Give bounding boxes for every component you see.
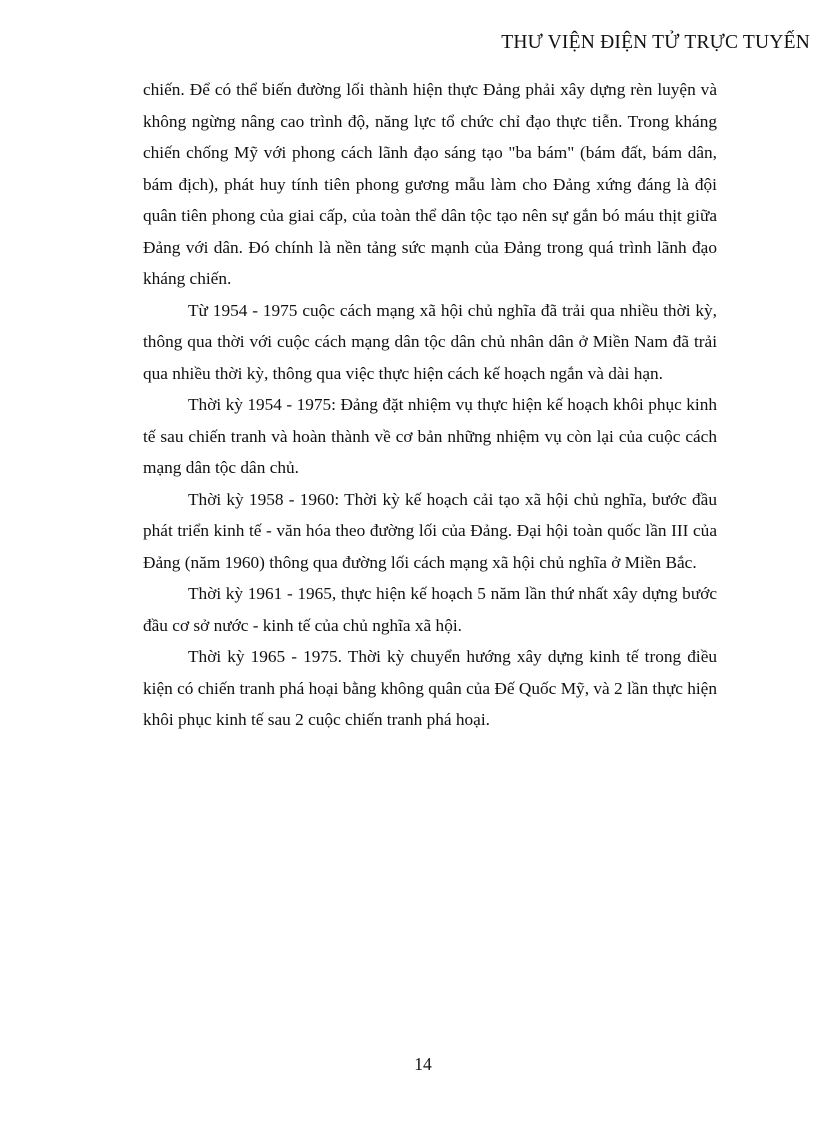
paragraph-period-1961-1965: Thời kỳ 1961 - 1965, thực hiện kế hoạch 5 năm lần thứ nhất xây dựng bước đầu cơ sở nước - kinh tế của chủ nghĩa xã hội. bbox=[143, 584, 717, 635]
paragraph-1954-1975-overview: Từ 1954 - 1975 cuộc cách mạng xã hội chủ nghĩa đã trải qua nhiều thời kỳ, thông qua thời với cuộc cách mạng dân tộc dân chủ nhân dân ở Miền Nam đã trải qua nhiều thời kỳ, thông qua việc thực hiện cách kế hoạch ngắn và dài hạn. bbox=[143, 300, 717, 383]
paragraph-period-1965-1975: Thời kỳ 1965 - 1975. Thời kỳ chuyển hướng xây dựng kinh tế trong điều kiện có chiến tranh phá hoại bằng không quân của Đế Quốc Mỹ, và 2 lần thực hiện khôi phục kinh tế sau 2 cuộc chiến tranh phá hoại. bbox=[143, 647, 717, 729]
page-header-title: THƯ VIỆN ĐIỆN TỬ TRỰC TUYẾN bbox=[501, 32, 810, 53]
paragraph-period-1958-1960: Thời kỳ 1958 - 1960: Thời kỳ kế hoạch cải tạo xã hội chủ nghĩa, bước đầu phát triển kinh tế - văn hóa theo đường lối của Đảng. Đại hội toàn quốc lần III của Đảng (năm 1960) thông qua đường lối cách mạng xã hội chủ nghĩa ở Miền Bắc. bbox=[143, 489, 717, 572]
paragraph-continuation: chiến. Để có thể biến đường lối thành hiện thực Đảng phải xây dựng rèn luyện và không ngừng nâng cao trình độ, năng lực tổ chức chỉ đạo thực tiễn. Trong kháng chiến chống Mỹ với phong cách lãnh đạo sáng tạo "ba bám" (bám đất, bám dân, bám địch), phát huy tính tiên phong gương mẫu làm cho Đảng xứng đáng là đội quân tiên phong của giai cấp, của toàn thể dân tộc tạo nên sự gắn bó máu thịt giữa Đảng với dân. Đó chính là nền tảng sức mạnh của Đảng trong quá trình lãnh đạo kháng chiến. bbox=[143, 80, 717, 288]
document-body bbox=[143, 74, 717, 736]
page-number: 14 bbox=[414, 1054, 432, 1074]
paragraph-period-1954-1975: Thời kỳ 1954 - 1975: Đảng đặt nhiệm vụ thực hiện kế hoạch khôi phục kinh tế sau chiến tranh và hoàn thành về cơ bản những nhiệm vụ còn lại của cuộc cách mạng dân tộc dân chủ. bbox=[143, 395, 717, 477]
